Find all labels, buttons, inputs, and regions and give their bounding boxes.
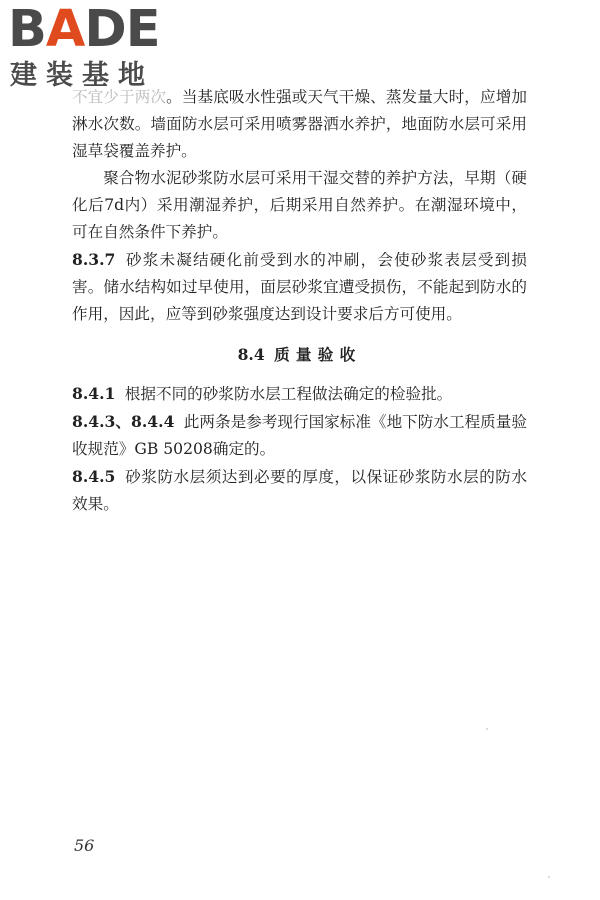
document-body [72,84,527,518]
clause-text: 此两条是参考现行国家标准《地下防水工程质量验收规范》GB 50208确定的。 [72,413,527,458]
logo-wordmark [8,0,160,59]
section-heading-8-4 [72,341,527,368]
clause-8-3-7 [72,246,527,328]
paragraph-text: 。当基底吸水性强或天气干燥、蒸发量大时，应增加淋水次数。墙面防水层可采用喷雾器洒水养护，地面防水层可采用湿草袋覆盖养护。 [72,88,527,160]
section-number: 8.4 [237,345,265,364]
clause-text: 砂浆防水层须达到必要的厚度，以保证砂浆防水层的防水效果。 [72,468,527,513]
clause-8-4-3-8-4-4 [72,408,527,463]
clause-number: 8.4.1 [72,384,116,403]
clause-number: 8.4.5 [72,467,116,486]
scan-speck [486,728,488,730]
clause-text: 砂浆未凝结硬化前受到水的冲刷，会使砂浆表层受到损害。储水结构如过早使用，面层砂浆宜遭受损伤，不能起到防水的作用，因此，应等到砂浆强度达到设计要求后方可使用。 [72,251,527,323]
logo-letter-a: A [45,0,85,59]
clause-number: 8.3.7 [72,250,116,269]
clause-text: 根据不同的砂浆防水层工程做法确定的检验批。 [124,385,453,403]
faded-text: 不宜少于两次 [72,88,167,106]
logo-subtitle: 建装基地 [10,60,154,91]
section-title: 质量验收 [274,345,362,364]
paragraph-polymer-curing: 聚合物水泥砂浆防水层可采用干湿交替的养护方法，早期（硬化后7d内）采用潮湿养护，后期采用自然养护。在潮湿环境中，可在自然条件下养护。 [72,169,527,241]
paragraph-curing-continued [72,84,527,165]
clause-8-4-5 [72,463,527,518]
logo-letter-b: B [8,0,46,59]
clause-number: 8.4.3、8.4.4 [72,412,175,431]
bade-logo [8,0,178,96]
clause-8-4-1 [72,380,527,408]
scan-speck [548,876,550,878]
logo-letters-de: DE [84,0,160,59]
page-number: 56 [74,836,95,855]
